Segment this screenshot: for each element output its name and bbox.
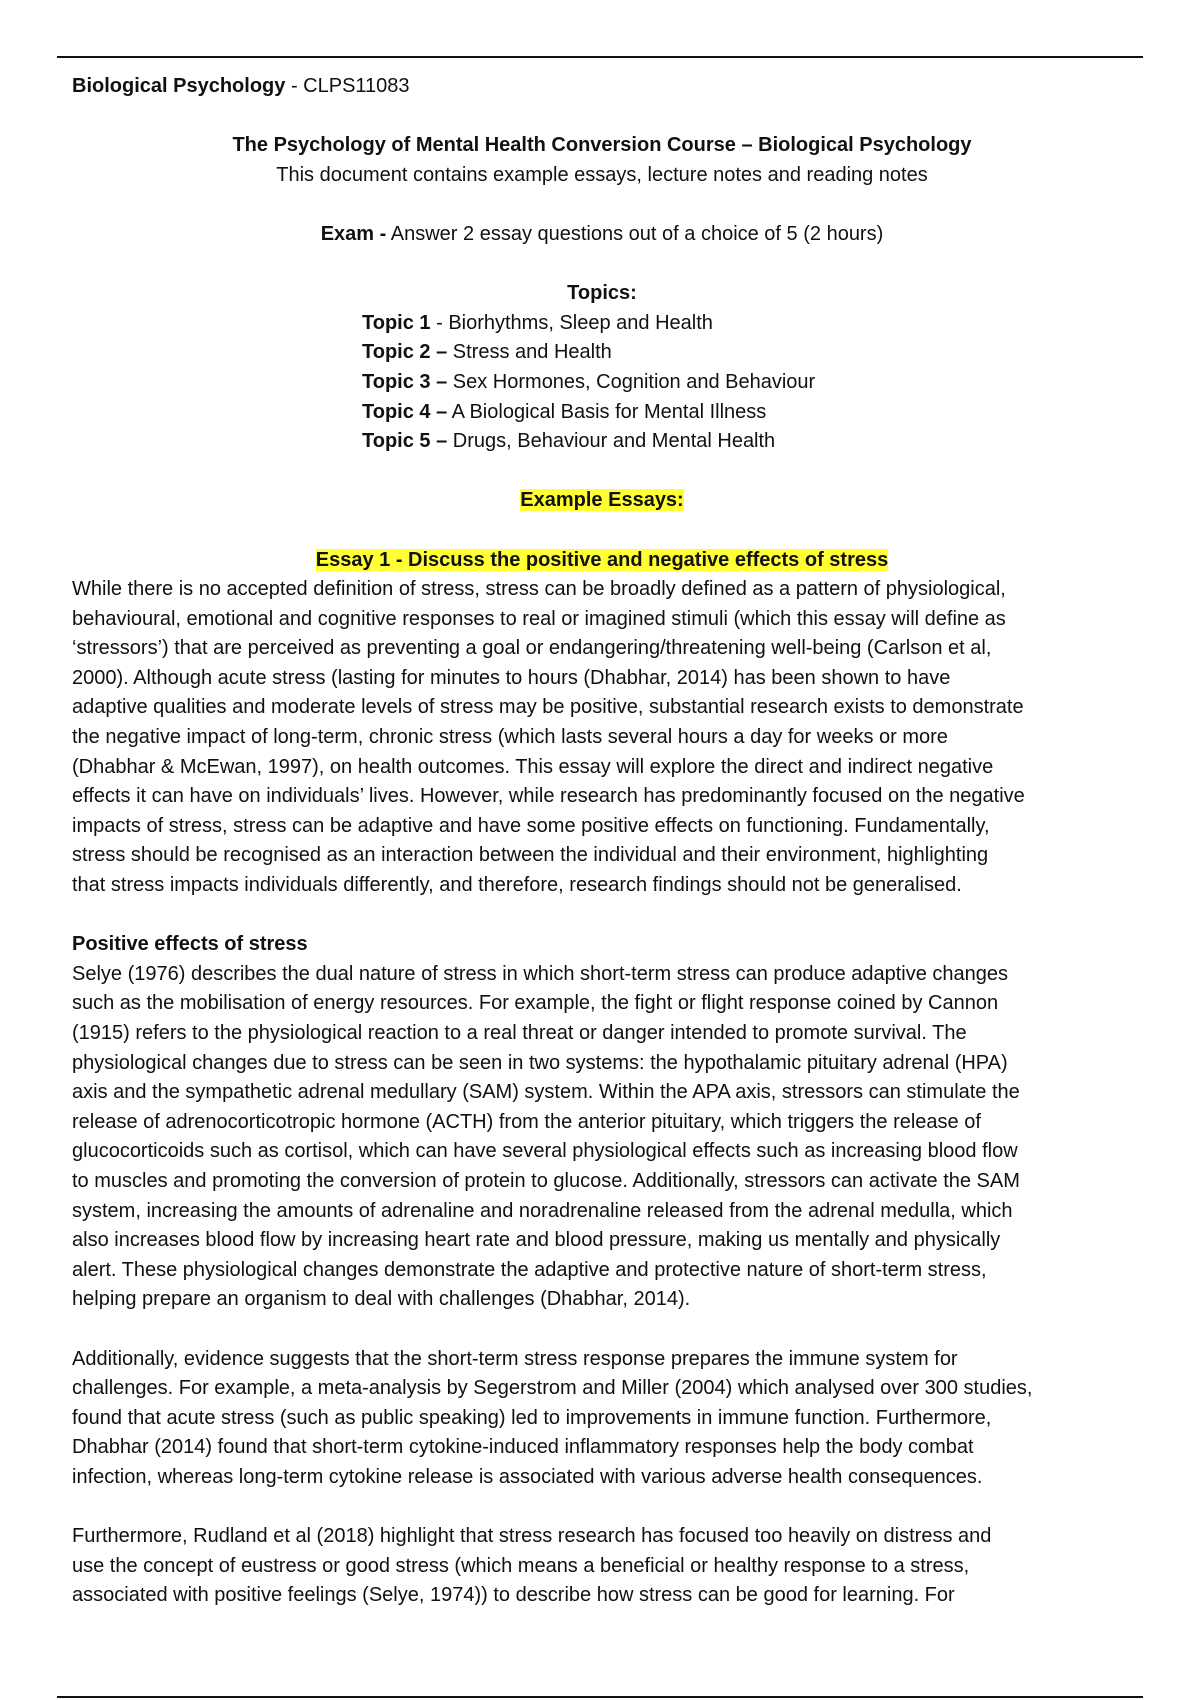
example-essays-heading: Example Essays: <box>520 489 684 512</box>
topic-item: Topic 3 – Sex Hormones, Cognition and Behaviour <box>362 370 816 393</box>
course-title: Biological Psychology <box>72 75 286 97</box>
positive-effects-paragraph-2: Additionally, evidence suggests that the short-term stress response prepares the immune system for challenges. For example, a meta-analysis by Segerstrom and Miller (2004) which analysed over 300 studies, found that acute stress (such as public speaking) led to improvements in immune function. Furthermore, Dhabhar (2014) found that short-term cytokine-induced inflammatory responses help the body combat infection, whereas long-term cytokine release is associated with various adverse health consequences. <box>72 1347 1033 1488</box>
course-header <box>72 72 1132 102</box>
positive-effects-paragraph-1: Selye (1976) describes the dual nature of stress in which short-term stress can produce adaptive changes such as the mobilisation of energy resources. For example, the fight or flight response coined by Cannon (1915) refers to the physiological reaction to a real threat or danger intended to promote survival. The physiological changes due to stress can be seen in two systems: the hypothalamic pituitary adrenal (HPA) axis and the sympathetic adrenal medullary (SAM) system. Within the APA axis, stressors can stimulate the release of adrenocorticotropic hormone (ACTH) from the anterior pituitary, which triggers the release of glucocorticoids such as cortisol, which can have several physiological effects such as increasing blood flow to muscles and promoting the conversion of protein to glucose. Additionally, stressors can activate the SAM system, increasing the amounts of adrenaline and noradrenaline released from the adrenal medulla, which also increases blood flow by increasing heart rate and blood pressure, making us mentally and physically alert. These physiological changes demonstrate the adaptive and protective nature of short-term stress, helping prepare an organism to deal with challenges (Dhabhar, 2014). <box>72 962 1020 1311</box>
course-separator: - <box>285 75 304 97</box>
topic-item: Topic 5 – Drugs, Behaviour and Mental Health <box>362 430 776 453</box>
positive-effects-heading: Positive effects of stress <box>72 933 308 956</box>
topic-item: Topic 1 - Biorhythms, Sleep and Health <box>362 311 713 334</box>
course-code: CLPS11083 <box>303 75 410 97</box>
essay-1-title: Essay 1 - Discuss the positive and negative effects of stress <box>315 548 889 571</box>
document-subtitle: This document contains example essays, lecture notes and reading notes <box>276 163 928 186</box>
document-title: The Psychology of Mental Health Conversion Course – Biological Psychology <box>232 134 972 157</box>
topic-item: Topic 2 – Stress and Health <box>362 341 612 364</box>
top-rule <box>57 56 1143 58</box>
essay-1-intro-paragraph: While there is no accepted definition of stress, stress can be broadly defined as a pattern of physiological, behavioural, emotional and cognitive responses to real or imagined stimuli (which this essay will define as ‘stressors’) that are perceived as preventing a goal or endangering/threatening well-being (Carlson et al, 2000). Although acute stress (lasting for minutes to hours (Dhabhar, 2014) has been shown to have adaptive qualities and moderate levels of stress may be positive, substantial research exists to demonstrate the negative impact of long-term, chronic stress (which lasts several hours a day for weeks or more (Dhabhar & McEwan, 1997), on health outcomes. This essay will explore the direct and indirect negative effects it can have on individuals’ lives. However, while research has predominantly focused on the negative impacts of stress, stress can be adaptive and have some positive effects on functioning. Fundamentally, stress should be recognised as an interaction between the individual and their environment, highlighting that stress impacts individuals differently, and therefore, research findings should not be generalised. <box>72 578 1025 897</box>
bottom-rule <box>57 1696 1143 1698</box>
exam-info <box>72 220 1132 250</box>
exam-text: Answer 2 essay questions out of a choice of 5 (2 hours) <box>386 222 884 245</box>
document-page <box>72 72 1132 1611</box>
topic-item: Topic 4 – A Biological Basis for Mental Illness <box>362 400 767 423</box>
topics-heading: Topics: <box>567 282 637 305</box>
positive-effects-paragraph-3: Furthermore, Rudland et al (2018) highlight that stress research has focused too heavily on distress and use the concept of eustress or good stress (which means a beneficial or healthy response to a stress, associated with positive feelings (Selye, 1974)) to describe how stress can be good for learning. For <box>72 1525 992 1607</box>
topics-list <box>362 309 1132 457</box>
exam-label: Exam - <box>320 222 387 245</box>
